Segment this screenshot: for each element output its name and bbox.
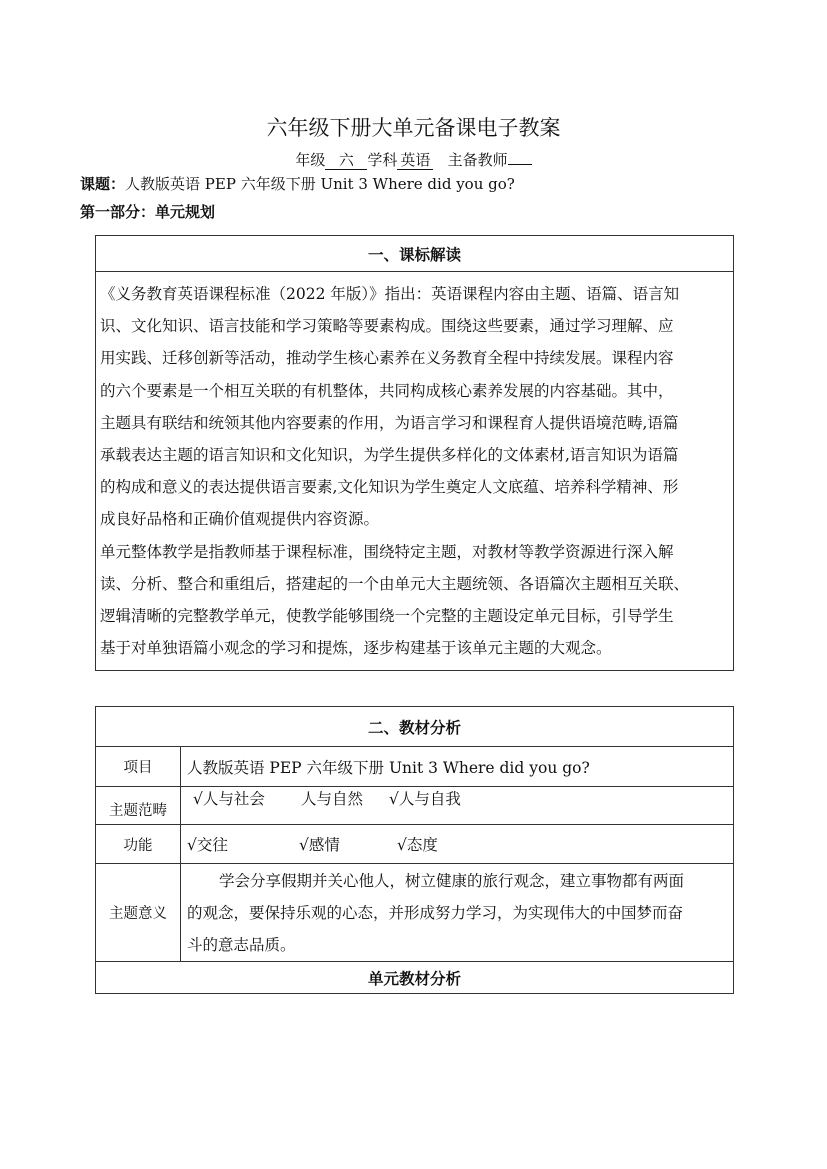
- teacher-value: [508, 147, 532, 165]
- paragraph-line: 《义务教育英语课程标准（2022 年版）》指出：英语课程内容由主题、语篇、语言知: [100, 285, 680, 303]
- curriculum-table: [95, 235, 734, 671]
- meaning-line: 的观念，要保持乐观的心态，并形成努力学习，为实现伟大的中国梦而奋: [187, 903, 684, 922]
- paragraph-line: 的构成和意义的表达提供语言要素,文化知识为学生奠定人文底蕴、培养科学精神、形: [100, 478, 679, 497]
- meaning-line: 斗的意志品质。: [187, 935, 296, 954]
- paragraph-line: 用实践、迁移创新等活动，推动学生核心素养在义务教育全程中持续发展。课程内容: [100, 349, 674, 368]
- paragraph-line: 的六个要素是一个相互关联的有机整体，共同构成核心素养发展的内容基础。其中，: [100, 381, 674, 400]
- theme-society: √人与社会: [193, 790, 265, 808]
- section1-body: [96, 272, 734, 671]
- topic-value: 人教版英语 PEP 六年级下册 Unit 3 Where did you go?: [125, 175, 515, 193]
- section2-heading: 二、教材分析: [96, 707, 734, 747]
- grade-value: 六: [325, 152, 367, 170]
- function-label: 功能: [96, 825, 181, 864]
- paragraph-line: 主题具有联结和统领其他内容要素的作用，为语言学习和课程育人提供语境范畴,语篇: [100, 413, 679, 432]
- document-title: 六年级下册大单元备课电子教案: [266, 116, 561, 140]
- theme-nature: 人与自然: [301, 790, 364, 808]
- paragraph-line: 逻辑清晰的完整教学单元，使教学能够围绕一个完整的主题设定单元目标，引导学生: [100, 607, 674, 626]
- meaning-line: 学会分享假期并关心他人，树立健康的旅行观念，建立事物都有两面: [219, 871, 685, 890]
- theme-values: [181, 787, 734, 825]
- textbook-analysis-table: [95, 706, 734, 994]
- item-label: 项目: [96, 747, 181, 787]
- part-heading: 第一部分：单元规划: [80, 203, 216, 221]
- unit-analysis-heading: 单元教材分析: [96, 962, 734, 994]
- section1-heading: 一、课标解读: [96, 236, 734, 272]
- theme-self: √人与自我: [389, 790, 461, 808]
- function-attitude: √态度: [397, 836, 438, 854]
- function-emotion: √感情: [299, 836, 340, 854]
- meta-line: [0, 147, 827, 170]
- item-value: 人教版英语 PEP 六年级下册 Unit 3 Where did you go?: [181, 747, 734, 787]
- meaning-value: [181, 864, 734, 962]
- paragraph-line: 单元整体教学是指教师基于课程标准，围绕特定主题，对教材等教学资源进行深入解: [100, 542, 674, 561]
- paragraph-line: 识、文化知识、语言技能和学习策略等要素构成。围绕这些要素，通过学习理解、应: [100, 317, 674, 336]
- paragraph-line: 成良好品格和正确价值观提供内容资源。: [100, 510, 380, 529]
- subject-value: 英语: [397, 152, 433, 170]
- teacher-label: 主备教师: [447, 151, 508, 169]
- meaning-label: 主题意义: [96, 864, 181, 962]
- function-communication: √交往: [187, 836, 228, 854]
- function-values: [181, 825, 734, 864]
- paragraph-line: 读、分析、整合和重组后，搭建起的一个由单元大主题统领、各语篇次主题相互关联、: [100, 574, 690, 593]
- grade-label: 年级: [295, 151, 326, 169]
- paragraph-line: 承载表达主题的语言知识和文化知识，为学生提供多样化的文体素材,语言知识为语篇: [100, 446, 679, 465]
- theme-label: 主题范畴: [96, 787, 181, 825]
- topic-line: [80, 173, 515, 194]
- paragraph-line: 基于对单独语篇小观念的学习和提炼，逐步构建基于该单元主题的大观念。: [100, 639, 612, 658]
- subject-label: 学科: [367, 151, 398, 169]
- topic-label: 课题：: [80, 175, 126, 193]
